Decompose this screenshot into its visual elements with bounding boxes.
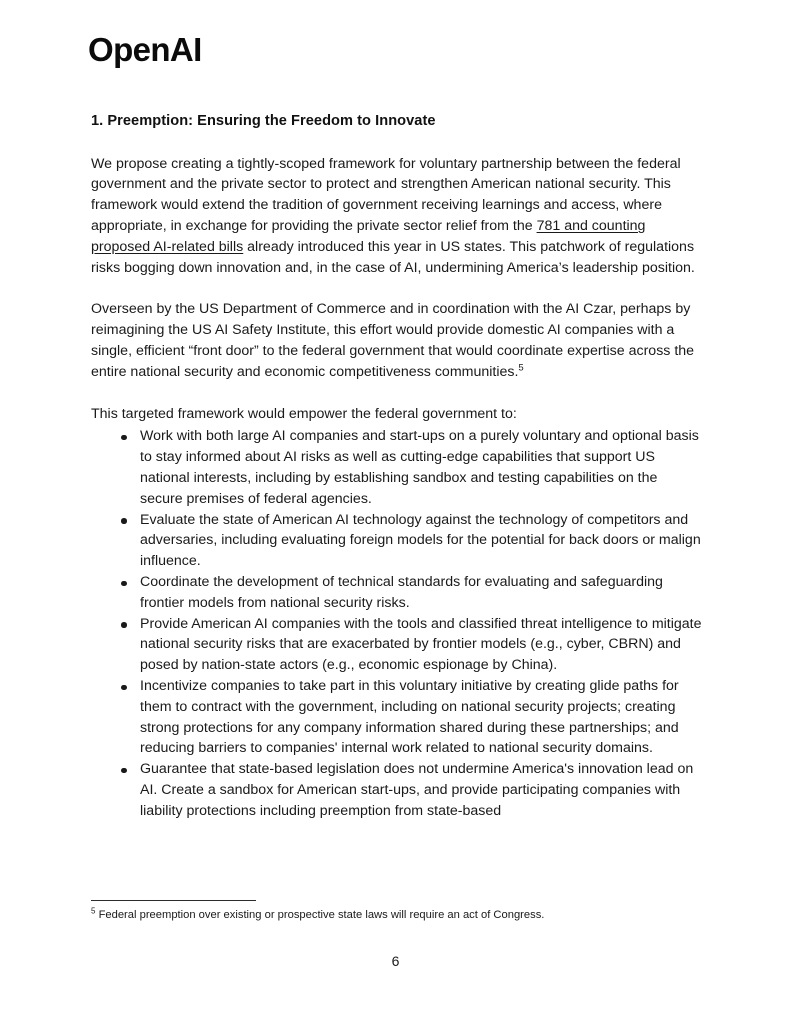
list-lead-in: This targeted framework would empower the federal government to: [91, 405, 517, 422]
bullet-dot-icon [121, 685, 127, 691]
bullet-dot-icon [121, 435, 127, 441]
list-item-text: Guarantee that state-based legislation does not undermine America's innovation lead on AI. Create a sandbox for American start-ups, and provide participating companies with liability protections including preemption from state-based [140, 761, 694, 819]
page-number: 6 [391, 953, 400, 969]
openai-logo: OpenAI [88, 31, 202, 68]
footnote-section [91, 900, 703, 923]
list-item [91, 572, 703, 614]
footnote-text: Federal preemption over existing or prospective state laws will require an act of Congress. [98, 909, 545, 921]
paragraph-2 [91, 299, 703, 382]
document-body [91, 112, 703, 822]
paragraph-1-text-after-link: already introduced this year in US states. This patchwork of regulations risks bogging down innovation and, in the case of AI, undermining America’s leadership position. [91, 238, 695, 276]
list-item-text: Provide American AI companies with the tools and classified threat intelligence to mitigate national security risks that are exacerbated by frontier models (e.g., cyber, CBRN) and posed by nation-state actors (e.g., economic espionage by China). [140, 615, 702, 674]
bullet-dot-icon [121, 768, 127, 774]
list-item [91, 676, 703, 759]
list-item-text: Incentivize companies to take part in this voluntary initiative by creating glide paths for them to contract with the government, including on national security projects; creating strong protections for any company information shared during these partnerships; and reducing barriers to companies' internal work related to national security domains. [140, 678, 679, 757]
paragraph-1 [91, 154, 703, 279]
footnote-reference-5[interactable]: 5 [518, 362, 524, 374]
bullet-dot-icon [121, 518, 127, 524]
list-item-text: Evaluate the state of American AI technology against the technology of competitors and adversaries, including evaluating foreign models for the potential for back doors or malign influence. [140, 511, 701, 570]
footnote-marker: 5 [91, 906, 96, 916]
page-title: 1. Preemption: Ensuring the Freedom to Innovate [91, 113, 436, 129]
ai-bills-link[interactable]: 781 and counting proposed AI-related bills [91, 218, 646, 255]
list-item [91, 759, 703, 821]
list-item [91, 510, 703, 572]
list-item-text: Coordinate the development of technical standards for evaluating and safeguarding frontier models from national security risks. [140, 574, 663, 611]
paragraph-2-text: Overseen by the US Department of Commerce and in coordination with the AI Czar, perhaps by reimagining the US AI Safety Institute, this effort would provide domestic AI companies with a single, efficient “front door” to the federal government that would coordinate expertise across the entire national security and economic competitiveness communities. [91, 301, 695, 380]
bullet-dot-icon [121, 622, 127, 628]
bullet-dot-icon [121, 581, 127, 587]
paragraph-1-text-before-link: We propose creating a tightly-scoped framework for voluntary partnership between the federal government and the private sector to protect and strengthen American national security. This framework would extend the tradition of government receiving learnings and access, where appropriate, in exchange for providing the private sector relief from the [91, 155, 681, 235]
capabilities-bullet-list [91, 426, 703, 821]
list-item [91, 426, 703, 509]
list-item [91, 614, 703, 676]
list-item-text: Work with both large AI companies and start-ups on a purely voluntary and optional basis to stay informed about AI risks as well as cutting-edge capabilities that support US national interests, including by establishing sandbox and testing capabilities on the secure premises of federal agencies. [140, 428, 699, 507]
footnote-entry [91, 908, 703, 923]
footnote-separator-rule [91, 900, 256, 901]
